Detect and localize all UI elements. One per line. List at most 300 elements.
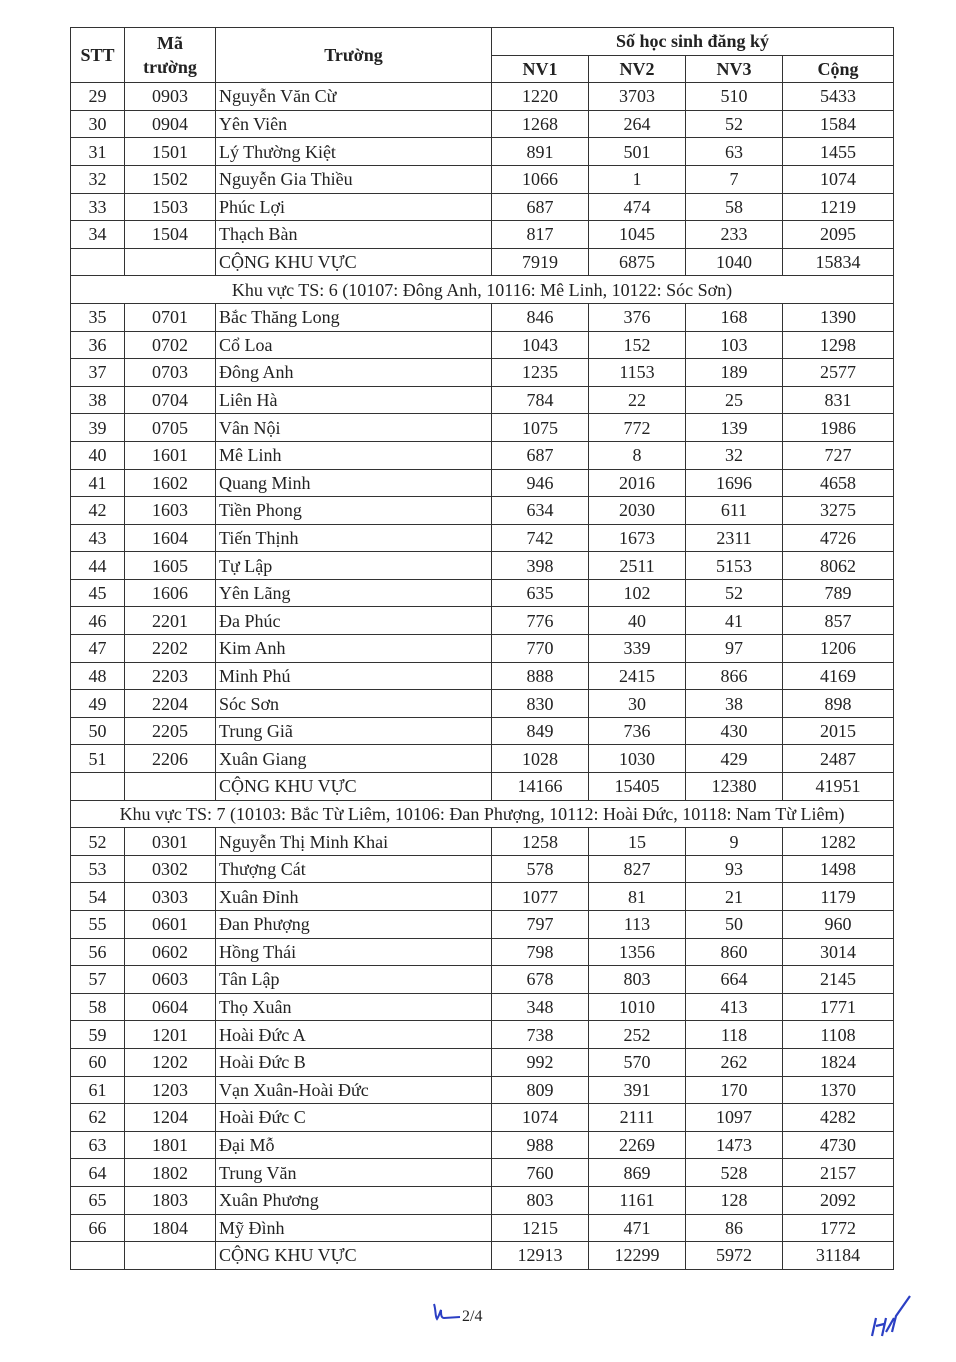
cell-truong: Tự Lập [216,552,492,580]
cell-stt: 65 [71,1186,125,1214]
cell-nv3: 262 [686,1048,783,1076]
cell-ma-truong: 0301 [125,828,216,856]
cell-nv2: 30 [589,690,686,718]
cell-stt: 39 [71,414,125,442]
cell-nv3: 9 [686,828,783,856]
cell-truong: Đông Anh [216,359,492,387]
cell-nv2: 152 [589,331,686,359]
total-label: CỘNG KHU VỰC [216,248,492,276]
cell-nv1: 770 [492,635,589,663]
cell-cong: 1179 [783,883,894,911]
cell-truong: Tiến Thịnh [216,524,492,552]
cell-nv1: 1258 [492,828,589,856]
table-row [71,359,894,387]
cell-stt: 46 [71,607,125,635]
cell-cong: 1108 [783,1021,894,1049]
cell-nv1: 888 [492,662,589,690]
cell-truong: Quang Minh [216,469,492,497]
cell-ma-truong: 1501 [125,138,216,166]
cell-nv1: 784 [492,386,589,414]
cell-truong: Vân Nội [216,414,492,442]
cell-ma-truong: 2201 [125,607,216,635]
cell-cong: 1074 [783,165,894,193]
cell-ma-truong: 1502 [125,165,216,193]
total-row [71,773,894,801]
cell-nv1: 1066 [492,165,589,193]
cell-nv1: 1043 [492,331,589,359]
cell-nv3: 2311 [686,524,783,552]
cell-ma-truong: 1601 [125,441,216,469]
cell-empty [71,248,125,276]
cell-cong: 2577 [783,359,894,387]
cell-nv2: 736 [589,717,686,745]
cell-nv2: 15 [589,828,686,856]
cell-nv1: 1028 [492,745,589,773]
cell-nv2: 1153 [589,359,686,387]
cell-nv2: 1010 [589,993,686,1021]
cell-nv3: 528 [686,1159,783,1187]
cell-nv1: 1215 [492,1214,589,1242]
table-row [71,1021,894,1049]
cell-stt: 54 [71,883,125,911]
table-row [71,552,894,580]
cell-cong: 2145 [783,966,894,994]
cell-nv1: 634 [492,497,589,525]
cell-ma-truong: 1504 [125,221,216,249]
cell-nv1: 849 [492,717,589,745]
cell-cong: 3014 [783,938,894,966]
cell-stt: 50 [71,717,125,745]
cell-nv3: 32 [686,441,783,469]
cell-nv1: 1235 [492,359,589,387]
cell-stt: 41 [71,469,125,497]
cell-cong: 2092 [783,1186,894,1214]
cell-truong: Kim Anh [216,635,492,663]
cell-truong: Yên Viên [216,110,492,138]
cell-cong: 1772 [783,1214,894,1242]
cell-nv1: 776 [492,607,589,635]
cell-nv3: 52 [686,579,783,607]
cell-nv3: 611 [686,497,783,525]
cell-nv2: 2269 [589,1131,686,1159]
cell-ma-truong: 1605 [125,552,216,580]
table-row [71,497,894,525]
total-label: CỘNG KHU VỰC [216,1242,492,1270]
cell-stt: 60 [71,1048,125,1076]
total-nv1: 14166 [492,773,589,801]
cell-nv2: 3703 [589,83,686,111]
cell-stt: 33 [71,193,125,221]
header-truong: Trường [216,28,492,83]
cell-nv3: 189 [686,359,783,387]
cell-nv3: 430 [686,717,783,745]
region-title: Khu vực TS: 6 (10107: Đông Anh, 10116: Mê Linh, 10122: Sóc Sơn) [71,276,894,304]
cell-nv1: 738 [492,1021,589,1049]
cell-cong: 2487 [783,745,894,773]
table-row [71,1104,894,1132]
cell-nv2: 81 [589,883,686,911]
cell-stt: 59 [71,1021,125,1049]
total-label: CỘNG KHU VỰC [216,773,492,801]
cell-nv3: 58 [686,193,783,221]
cell-nv1: 946 [492,469,589,497]
cell-nv3: 664 [686,966,783,994]
total-row [71,248,894,276]
cell-ma-truong: 0303 [125,883,216,911]
cell-truong: Vạn Xuân-Hoài Đức [216,1076,492,1104]
cell-nv1: 803 [492,1186,589,1214]
cell-cong: 1771 [783,993,894,1021]
cell-nv2: 2030 [589,497,686,525]
cell-nv2: 1 [589,165,686,193]
header-ma-truong-line2: trường [143,57,197,78]
cell-nv1: 678 [492,966,589,994]
cell-ma-truong: 0703 [125,359,216,387]
cell-ma-truong: 1503 [125,193,216,221]
cell-cong: 3275 [783,497,894,525]
cell-cong: 4282 [783,1104,894,1132]
table-row [71,193,894,221]
header-cong: Cộng [783,55,894,83]
cell-nv2: 8 [589,441,686,469]
cell-truong: Hoài Đức C [216,1104,492,1132]
cell-truong: Đan Phượng [216,911,492,939]
cell-nv2: 827 [589,855,686,883]
cell-nv2: 2111 [589,1104,686,1132]
table-row [71,993,894,1021]
cell-truong: Tân Lập [216,966,492,994]
cell-nv2: 1045 [589,221,686,249]
cell-nv1: 1077 [492,883,589,911]
cell-stt: 31 [71,138,125,166]
cell-truong: Tiền Phong [216,497,492,525]
cell-nv1: 398 [492,552,589,580]
registration-table [70,27,894,1270]
cell-cong: 1370 [783,1076,894,1104]
cell-truong: Sóc Sơn [216,690,492,718]
region-header-row [71,276,894,304]
cell-nv1: 1075 [492,414,589,442]
table-row [71,441,894,469]
cell-stt: 29 [71,83,125,111]
cell-cong: 1455 [783,138,894,166]
cell-truong: Yên Lãng [216,579,492,607]
cell-nv3: 866 [686,662,783,690]
header-ma-truong-line1: Mã [157,33,183,54]
cell-ma-truong: 1603 [125,497,216,525]
cell-nv3: 50 [686,911,783,939]
total-nv3: 1040 [686,248,783,276]
cell-nv2: 22 [589,386,686,414]
total-nv1: 7919 [492,248,589,276]
cell-truong: Trung Giã [216,717,492,745]
table-row [71,83,894,111]
cell-nv2: 474 [589,193,686,221]
cell-empty [125,773,216,801]
cell-ma-truong: 0705 [125,414,216,442]
cell-nv2: 772 [589,414,686,442]
cell-nv2: 869 [589,1159,686,1187]
cell-nv3: 860 [686,938,783,966]
cell-nv1: 1074 [492,1104,589,1132]
table-row [71,1048,894,1076]
cell-nv1: 846 [492,303,589,331]
cell-truong: Hoài Đức B [216,1048,492,1076]
cell-cong: 4169 [783,662,894,690]
cell-nv2: 2415 [589,662,686,690]
table-row [71,911,894,939]
cell-empty [125,248,216,276]
cell-nv2: 803 [589,966,686,994]
table-row [71,469,894,497]
cell-nv2: 391 [589,1076,686,1104]
cell-ma-truong: 0602 [125,938,216,966]
cell-nv3: 86 [686,1214,783,1242]
cell-ma-truong: 1801 [125,1131,216,1159]
cell-nv1: 797 [492,911,589,939]
cell-nv3: 7 [686,165,783,193]
total-nv2: 6875 [589,248,686,276]
cell-cong: 4726 [783,524,894,552]
cell-nv2: 339 [589,635,686,663]
table-body [71,83,894,1270]
table-row [71,745,894,773]
cell-stt: 55 [71,911,125,939]
cell-stt: 56 [71,938,125,966]
cell-cong: 857 [783,607,894,635]
cell-truong: Phúc Lợi [216,193,492,221]
cell-nv2: 1030 [589,745,686,773]
cell-nv1: 578 [492,855,589,883]
cell-nv1: 760 [492,1159,589,1187]
cell-truong: Lý Thường Kiệt [216,138,492,166]
cell-stt: 63 [71,1131,125,1159]
cell-cong: 4730 [783,1131,894,1159]
cell-nv1: 891 [492,138,589,166]
cell-ma-truong: 0903 [125,83,216,111]
total-cong: 31184 [783,1242,894,1270]
cell-cong: 1986 [783,414,894,442]
cell-stt: 51 [71,745,125,773]
cell-cong: 5433 [783,83,894,111]
handwritten-signature-icon [866,1292,912,1342]
cell-nv3: 170 [686,1076,783,1104]
cell-nv3: 21 [686,883,783,911]
cell-nv3: 93 [686,855,783,883]
cell-nv3: 139 [686,414,783,442]
table-row [71,110,894,138]
cell-stt: 62 [71,1104,125,1132]
cell-stt: 36 [71,331,125,359]
cell-stt: 57 [71,966,125,994]
cell-truong: Thạch Bàn [216,221,492,249]
cell-nv3: 25 [686,386,783,414]
cell-cong: 898 [783,690,894,718]
cell-cong: 1219 [783,193,894,221]
cell-empty [71,1242,125,1270]
cell-stt: 47 [71,635,125,663]
cell-cong: 1584 [783,110,894,138]
cell-nv2: 1356 [589,938,686,966]
cell-nv1: 992 [492,1048,589,1076]
cell-cong: 1282 [783,828,894,856]
cell-ma-truong: 1602 [125,469,216,497]
table-row [71,1159,894,1187]
table-row [71,1131,894,1159]
cell-truong: Xuân Phương [216,1186,492,1214]
cell-stt: 40 [71,441,125,469]
cell-nv2: 102 [589,579,686,607]
cell-nv3: 510 [686,83,783,111]
cell-nv3: 1473 [686,1131,783,1159]
cell-nv1: 348 [492,993,589,1021]
cell-nv2: 1161 [589,1186,686,1214]
cell-nv3: 97 [686,635,783,663]
cell-nv1: 687 [492,193,589,221]
cell-nv2: 113 [589,911,686,939]
cell-cong: 2015 [783,717,894,745]
cell-nv2: 1673 [589,524,686,552]
cell-stt: 64 [71,1159,125,1187]
cell-cong: 2157 [783,1159,894,1187]
cell-ma-truong: 2202 [125,635,216,663]
cell-nv3: 429 [686,745,783,773]
header-row-1 [71,28,894,56]
cell-ma-truong: 0601 [125,911,216,939]
cell-truong: Nguyễn Thị Minh Khai [216,828,492,856]
cell-cong: 789 [783,579,894,607]
cell-nv2: 2511 [589,552,686,580]
table-row [71,524,894,552]
cell-ma-truong: 2203 [125,662,216,690]
cell-nv3: 63 [686,138,783,166]
cell-truong: Cổ Loa [216,331,492,359]
cell-ma-truong: 1604 [125,524,216,552]
cell-cong: 8062 [783,552,894,580]
cell-ma-truong: 2205 [125,717,216,745]
cell-ma-truong: 0904 [125,110,216,138]
cell-stt: 32 [71,165,125,193]
cell-nv1: 988 [492,1131,589,1159]
cell-nv1: 742 [492,524,589,552]
cell-ma-truong: 1606 [125,579,216,607]
cell-truong: Đại Mỗ [216,1131,492,1159]
total-nv1: 12913 [492,1242,589,1270]
cell-nv3: 413 [686,993,783,1021]
table-row [71,938,894,966]
table-row [71,221,894,249]
header-ma-truong [125,28,216,83]
cell-ma-truong: 2206 [125,745,216,773]
header-nv2: NV2 [589,55,686,83]
cell-ma-truong: 0302 [125,855,216,883]
cell-nv1: 830 [492,690,589,718]
table-row [71,828,894,856]
cell-cong: 2095 [783,221,894,249]
table-row [71,579,894,607]
cell-truong: Thượng Cát [216,855,492,883]
cell-nv2: 471 [589,1214,686,1242]
cell-cong: 1498 [783,855,894,883]
cell-cong: 727 [783,441,894,469]
cell-stt: 52 [71,828,125,856]
cell-truong: Trung Văn [216,1159,492,1187]
cell-truong: Hoài Đức A [216,1021,492,1049]
cell-empty [71,773,125,801]
cell-nv3: 5153 [686,552,783,580]
table-row [71,855,894,883]
cell-stt: 66 [71,1214,125,1242]
total-row [71,1242,894,1270]
cell-ma-truong: 0604 [125,993,216,1021]
cell-nv2: 376 [589,303,686,331]
cell-stt: 44 [71,552,125,580]
cell-nv1: 817 [492,221,589,249]
cell-stt: 45 [71,579,125,607]
cell-nv2: 2016 [589,469,686,497]
header-nv3: NV3 [686,55,783,83]
table-row [71,1186,894,1214]
cell-truong: Xuân Giang [216,745,492,773]
cell-nv1: 687 [492,441,589,469]
total-nv2: 12299 [589,1242,686,1270]
cell-nv3: 168 [686,303,783,331]
header-nv1: NV1 [492,55,589,83]
cell-ma-truong: 1802 [125,1159,216,1187]
cell-stt: 42 [71,497,125,525]
table-row [71,662,894,690]
table-row [71,138,894,166]
cell-stt: 38 [71,386,125,414]
cell-ma-truong: 0704 [125,386,216,414]
cell-nv2: 570 [589,1048,686,1076]
cell-nv3: 118 [686,1021,783,1049]
table-row [71,690,894,718]
cell-ma-truong: 1803 [125,1186,216,1214]
header-group-so-hoc-sinh: Số học sinh đăng ký [492,28,894,56]
cell-nv1: 1220 [492,83,589,111]
table-row [71,607,894,635]
table-row [71,1076,894,1104]
cell-truong: Mỹ Đình [216,1214,492,1242]
total-cong: 15834 [783,248,894,276]
cell-ma-truong: 0603 [125,966,216,994]
cell-empty [125,1242,216,1270]
cell-nv3: 41 [686,607,783,635]
cell-truong: Liên Hà [216,386,492,414]
cell-nv3: 233 [686,221,783,249]
handwritten-initial-icon [430,1300,462,1326]
cell-stt: 53 [71,855,125,883]
cell-ma-truong: 2204 [125,690,216,718]
cell-stt: 34 [71,221,125,249]
cell-nv1: 1268 [492,110,589,138]
table-row [71,883,894,911]
table-row [71,717,894,745]
cell-cong: 960 [783,911,894,939]
cell-ma-truong: 1804 [125,1214,216,1242]
cell-nv1: 809 [492,1076,589,1104]
region-header-row [71,800,894,828]
cell-nv3: 103 [686,331,783,359]
cell-nv3: 1097 [686,1104,783,1132]
cell-nv1: 798 [492,938,589,966]
cell-stt: 48 [71,662,125,690]
cell-stt: 35 [71,303,125,331]
cell-cong: 4658 [783,469,894,497]
table-row [71,966,894,994]
total-nv2: 15405 [589,773,686,801]
